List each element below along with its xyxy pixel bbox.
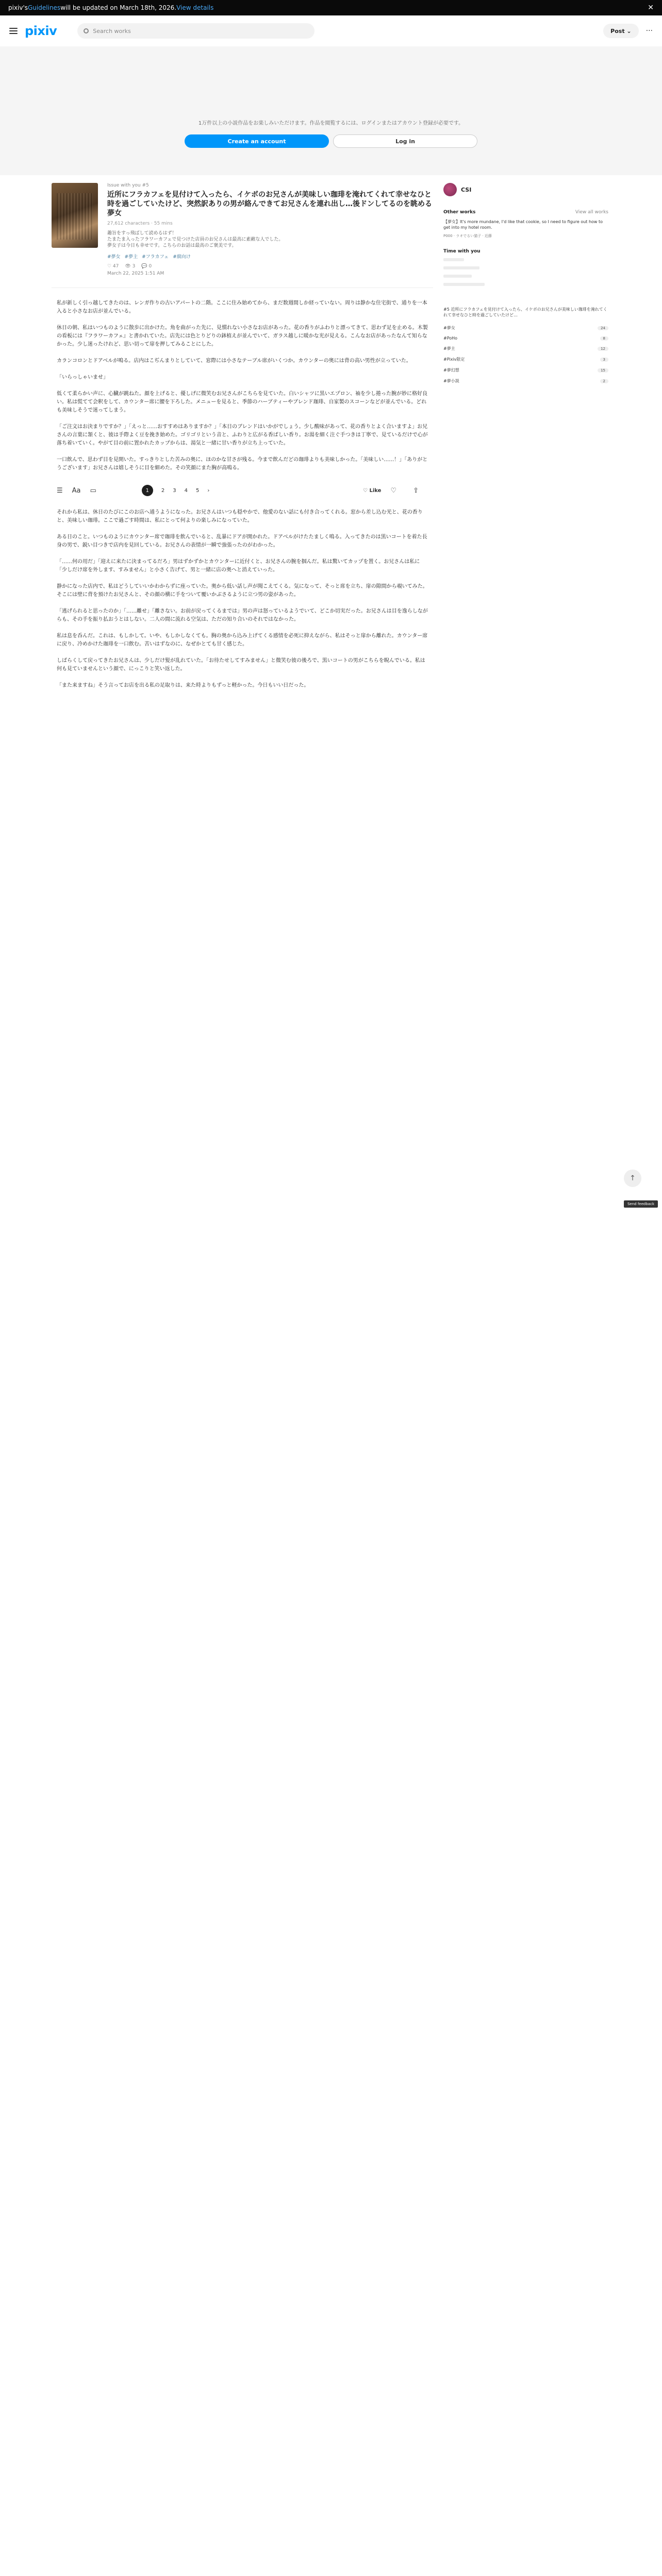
close-icon[interactable]: ✕ [648, 4, 654, 12]
paragraph: しばらくして戻ってきたお兄さんは、少しだけ髪が乱れていた。「お待たせしてすみません」と微笑む彼の後ろで、黒いコートの男がこちらを睨んでいる。私は何も見ていませんという顔で、にっこりと笑い返した。 [57, 658, 425, 672]
series-tag: #夢女 [443, 326, 455, 330]
novel-title: 近所にフラカフェを見付けて入ったら、イケボのお兄さんが美味しい珈琲を淹れてくれて幸せなひと時を過ごしていたけど、突然訳ありの男が絡んできてお兄さんを連れ出し…後ドンしてるのを眺める夢女 [107, 191, 432, 217]
paragraph: 「……何の用だ」「迎えに来たに決まってるだろ」男はずかずかとカウンターに近付くと、お兄さんの腕を掴んだ。私は驚いてカップを置く。お兄さんは私に「少しだけ席を外します、すみません」と小さく告げて、男と一緒に店の奥へと消えていった。 [57, 559, 420, 573]
create-account-button[interactable]: Create an account [185, 134, 329, 148]
series-tag-count: 3 [600, 358, 608, 362]
text-size-icon[interactable]: Aa [72, 486, 81, 495]
paragraph: 「ご注文はお決まりですか？」「えっと……おすすめはありますか？」「本日のブレンドはいかがでしょう。少し酸味があって、花の香りとよく合いますよ」お兄さんの言葉に頷くと、彼は手際よく豆を挽き始めた。ゴリゴリという音と、ふわりと広がる香ばしい香り。お湯を細く注ぐ手つきは丁寧で、見ているだけで心が落ち着いていく。やがて目の前に置かれたカップからは、湯気と一緒に甘い香りが立ち上っていた。 [57, 424, 428, 446]
tag[interactable]: #腐向け [173, 255, 191, 260]
comment-count: 💬 0 [141, 264, 152, 269]
avatar[interactable] [443, 183, 457, 196]
paragraph: 低くて柔らかい声に、心臓が跳ねた。顔を上げると、優しげに微笑むお兄さんがこちらを見ていた。白いシャツに黒いエプロン、袖を少し捲った腕が妙に格好良い。私は慌てて会釈をして、カウンター席に腰を下ろした。メニューを見ると、季節のハーブティーやブレンド珈琲、自家製のスコーンなどが並んでいる。どれも美味しそうで迷ってしまう。 [57, 391, 427, 413]
author-name[interactable]: CSI [461, 186, 472, 193]
list-icon[interactable]: ☰ [57, 486, 63, 495]
novel-body-continued [52, 509, 433, 690]
page-5[interactable]: 5 [195, 487, 200, 494]
signup-banner [0, 46, 662, 175]
paragraph: 静かになった店内で、私はどうしていいかわからずに座っていた。奥から低い話し声が聞こえてくる。気になって、そっと席を立ち、扉の隙間から覗いてみた。そこには壁に背を預けたお兄さんと、その顔の横に手をついて覆いかぶさるように立つ男の姿があった。 [57, 584, 428, 598]
caption-line: たまたま入ったフラワーカフェで見つけた店員のお兄さんは最高に素敵な人でした。 [107, 237, 284, 242]
series-tag-row[interactable] [443, 357, 608, 362]
like-count: ♡ 47 [107, 264, 119, 269]
paragraph: 休日の朝、私はいつものように散歩に出かけた。角を曲がった先に、見慣れない小さなお店があった。花の香りがふわりと漂ってきて、思わず足を止める。木製の看板には『フラワーカフェ』と書かれていた。店先には色とりどりの鉢植えが並んでいて、ガラス越しに暖かな光が見える。こんなお店があったなんて知らなかった。少し迷ったけれど、思い切って扉を押してみることにした。 [57, 325, 428, 347]
other-works-header [443, 210, 608, 215]
series-summary[interactable]: #5 近所にフラカフェを見付けて入ったら、イケボのお兄さんが美味しい珈琲を淹れてくれて幸せなひと時を過ごしていたけど… [443, 307, 607, 317]
reader-toolbar [52, 485, 433, 496]
novel-body [52, 299, 433, 472]
series-heading[interactable]: Time with you [443, 249, 481, 254]
announcement-bar [0, 0, 662, 15]
paragraph: 「いらっしゃいませ」 [57, 375, 108, 380]
series-tag-count: 24 [598, 326, 608, 330]
tag[interactable]: #夢女 [107, 255, 121, 260]
series-tag-row[interactable] [443, 336, 608, 341]
series-tag-count: 15 [598, 368, 608, 372]
reading-length: 27,612 characters · 55 mins [107, 221, 173, 226]
series-tag-row[interactable] [443, 367, 608, 373]
placeholder-line [443, 283, 485, 286]
novel-main [52, 183, 433, 698]
menu-icon[interactable] [9, 28, 18, 34]
share-icon[interactable]: ⇪ [413, 486, 419, 495]
scroll-top-button[interactable]: ↑ [624, 1170, 641, 1187]
page-1[interactable]: 1 [142, 485, 153, 496]
series-tag: #Pixiv限定 [443, 357, 465, 362]
paragraph: 「また来ますね」そう言ってお店を出る私の足取りは、来た時よりもずっと軽かった。今日もいい日だった。 [57, 683, 309, 688]
announcement-text: pixiv's [8, 4, 28, 11]
caption-line: 夢女子は今日も幸せです。こちらのお話は最高のご褒美です。 [107, 243, 237, 248]
series-tag-count: 12 [598, 347, 608, 351]
pixiv-logo[interactable]: pixiv [25, 24, 57, 38]
tag[interactable]: #フラカフェ [142, 255, 169, 260]
feedback-button[interactable]: Send feedback [624, 1200, 658, 1208]
series-tag: #夢主 [443, 346, 455, 351]
placeholder-line [443, 275, 472, 278]
paragraph: それから私は、休日のたびにこのお店へ通うようになった。お兄さんはいつも穏やかで、他愛のない話にも付き合ってくれる。窓から差し込む光と、花の香りと、美味しい珈琲。ここで過ごす時間は、私にとって何よりの楽しみになっていた。 [57, 510, 423, 523]
series-tag-count: 2 [600, 379, 608, 383]
series-tag-count: 8 [600, 336, 608, 341]
placeholder-line [443, 258, 464, 261]
caption-line: 趣旨をすっ飛ばして読めるはず！ [107, 231, 177, 236]
login-button[interactable]: Log in [333, 134, 477, 148]
post-date: March 22, 2025 1:51 AM [107, 271, 164, 276]
series-tag-row[interactable] [443, 378, 608, 384]
paragraph: カランコロンとドアベルが鳴る。店内はこぢんまりとしていて、窓際には小さなテーブル席がいくつか。カウンターの奥には背の高い男性が立っていた。 [57, 358, 411, 364]
paragraph: 私が新しく引っ越してきたのは、レンガ作りの古いアパートの二階。ここに住み始めてから、まだ数週間しか経っていない。周りは静かな住宅街で、通りを一本入ると小さなお店が並んでいる。 [57, 300, 427, 314]
next-page-icon[interactable]: › [207, 487, 210, 494]
tag-list [107, 253, 433, 260]
sidebar [443, 183, 608, 389]
more-icon[interactable]: ··· [646, 27, 653, 35]
novel-header [52, 183, 433, 276]
page-3[interactable]: 3 [173, 487, 176, 494]
like-button[interactable]: ♡ Like [363, 487, 382, 494]
search-input[interactable] [77, 23, 315, 39]
author-profile[interactable] [443, 183, 608, 196]
tag[interactable]: #夢主 [124, 255, 138, 260]
view-details-link[interactable]: View details [176, 4, 214, 11]
pagination [142, 485, 210, 496]
view-count: 👁 3 [125, 264, 136, 269]
series-tag: #PoHo [443, 336, 458, 341]
other-work-meta: P000 · ラオでるい猫子 · 近藤 [443, 234, 492, 238]
page-4[interactable]: 4 [184, 487, 188, 494]
comment-icon[interactable]: ▭ [90, 486, 96, 495]
cover-image[interactable] [52, 183, 98, 248]
stats [107, 264, 433, 269]
page-2[interactable]: 2 [161, 487, 165, 494]
paragraph: 私は息を呑んだ。これは、もしかして。いや、もしかしなくても。胸の奥から込み上げてくる感情を必死に抑えながら、私はそっと扉から離れた。カウンター席に戻り、冷めかけた珈琲を一口飲む。苦いはずなのに、なぜかとても甘く感じた。 [57, 633, 428, 647]
other-work-title[interactable]: 【夢女】It's more mundane, I'd like that cookie, so I need to figure out how to get into my hotel room. [443, 219, 603, 230]
divider [52, 287, 433, 288]
guidelines-link[interactable]: Guidelines [28, 4, 61, 11]
bookmark-icon[interactable]: ♡ [390, 486, 397, 495]
series-tag-row[interactable] [443, 346, 608, 351]
search-icon [84, 28, 89, 33]
view-all-link[interactable]: View all works [575, 210, 608, 215]
series-tag: #夢小説 [443, 379, 459, 383]
placeholder-line [443, 266, 479, 269]
series-tag: #夢幻想 [443, 368, 459, 372]
paragraph: 「逃げられると思ったのか」「……離せ」「離さない。お前が戻ってくるまでは」男の声は怒っているようでいて、どこか切実だった。お兄さんは目を逸らしながらも、その手を振り払おうとはしない。二人の間に流れる空気は、ただの知り合いのそれではなかった。 [57, 608, 428, 622]
caption [107, 230, 433, 249]
header [0, 15, 662, 46]
signup-text: 1万件以上の小説作品をお楽しみいただけます。作品を閲覧するには、ログインまたはアカウント登録が必要です。 [198, 121, 464, 126]
series-tag-row[interactable] [443, 325, 608, 331]
other-works-label: Other works [443, 210, 476, 215]
search-placeholder: Search works [93, 27, 131, 35]
announcement-text-2: will be updated on March 18th, 2026. [60, 4, 177, 11]
series-link[interactable]: Issue with you #5 [107, 183, 149, 188]
post-button[interactable]: Post ⌄ [603, 24, 638, 38]
paragraph: ある日のこと。いつものようにカウンター席で珈琲を飲んでいると、乱暴にドアが開かれた。ドアベルがけたたましく鳴る。入ってきたのは黒いコートを着た長身の男で、鋭い目つきで店内を見回している。お兄さんの表情が一瞬で強張ったのがわかった。 [57, 534, 427, 548]
paragraph: 一口飲んで、思わず目を見開いた。すっきりとした苦みの奥に、ほのかな甘さが残る。今まで飲んだどの珈琲よりも美味しかった。「美味しい……！」「ありがとうございます」お兄さんは嬉しそうに目を細めた。その笑顔にまた胸が高鳴る。 [57, 457, 428, 471]
